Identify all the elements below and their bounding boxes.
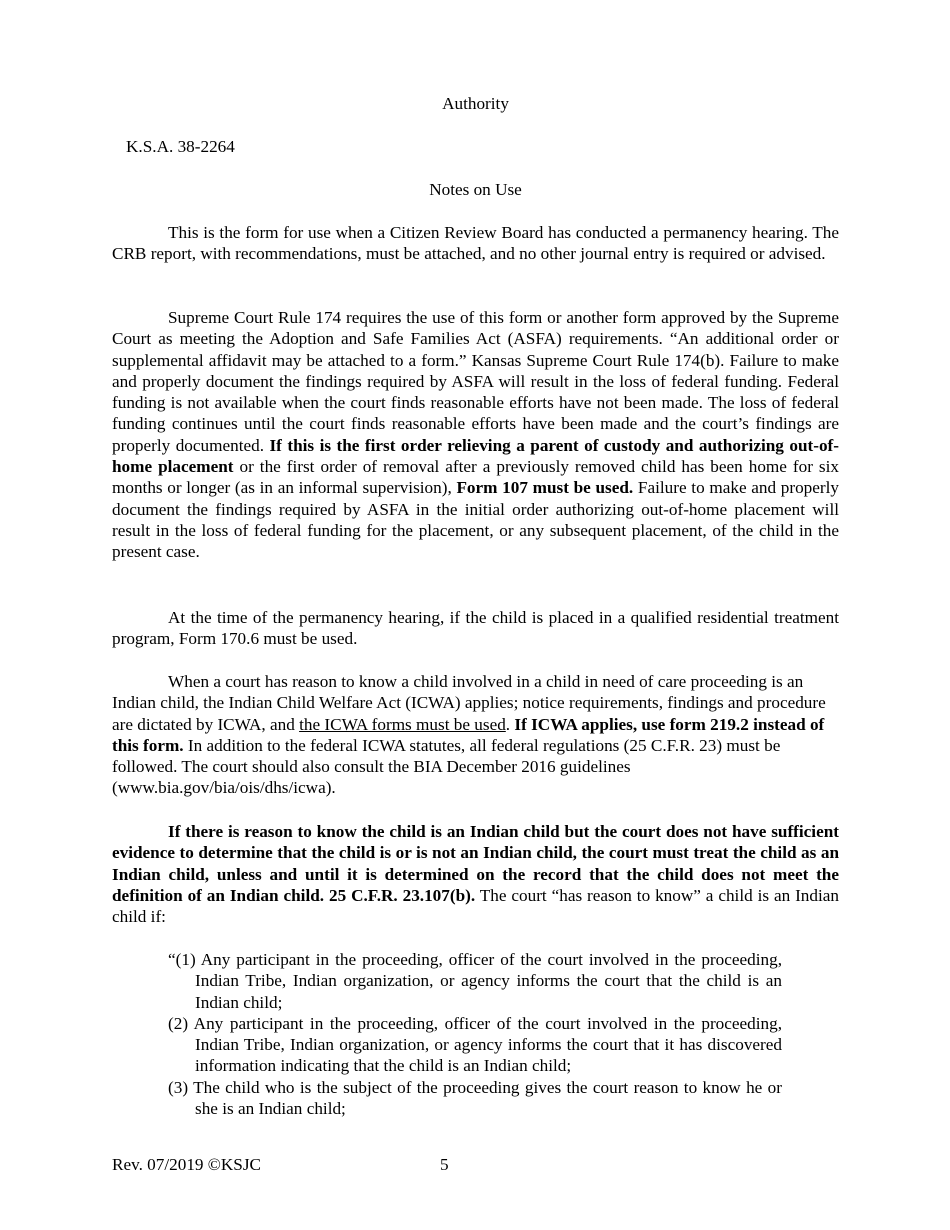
p4-text-a: When a court has reason to know a child involved in a child in need of care proceeding is an Indian child, the Indian Child Welfare Act (ICWA) applies; notice requirements, findings and procedure are dictated by ICWA, and — [112, 672, 826, 734]
list-item: (2) Any participant in the proceeding, officer of the court involved in the proceeding, Indian Tribe, Indian organization, or agency informs the court that it has discovered information indicating that the child is an Indian child; — [168, 1013, 782, 1076]
statute-citation: K.S.A. 38-2264 — [126, 137, 235, 156]
p5-bold-reason-to-know: If there is reason to know the child is an Indian child but the court does not have sufficient evidence to determine that the child is or is not an Indian child, the court must treat the child as an Indian child, unless and until it is determined on the record that the child does not meet the definition of an Indian child. 25 C.F.R. 23.107(b). — [112, 822, 839, 905]
reason-to-know-list — [168, 949, 782, 1119]
list-item: (3) The child who is the subject of the proceeding gives the court reason to know he or she is an Indian child; — [168, 1077, 782, 1119]
footer-revision: Rev. 07/2019 ©KSJC — [112, 1155, 261, 1174]
notes-on-use-heading: Notes on Use — [429, 180, 522, 199]
p2-text-a: Supreme Court Rule 174 requires the use of this form or another form approved by the Supreme Court as meeting the Adoption and Safe Families Act (ASFA) requirements. “An additional order or supplemental affidavit may be attached to a form.” Kansas Supreme Court Rule 174(b). Failure to make and properly document the findings required by ASFA will result in the loss of federal funding. Federal funding is not available when the court finds reasonable efforts have not been made. The loss of federal funding continues until the court finds reasonable efforts have been made and the court’s findings are properly documented. — [112, 308, 839, 455]
p4-text-e: In addition to the federal ICWA statutes, all federal regulations (25 C.F.R. 23) must be followed. The court should also consult the BIA December 2016 guidelines (www.bia.gov/bia/ois/dhs/icwa). — [112, 735, 781, 798]
authority-heading: Authority — [442, 94, 509, 113]
p2-text-c: or the first order of removal after a previously removed child has been home for six months or longer (as in an informal supervision), — [112, 457, 839, 498]
paragraph-crb-form: This is the form for use when a Citizen Review Board has conducted a permanency hearing. The CRB report, with recommendations, must be attached, and no other journal entry is required or advised. — [112, 223, 839, 264]
p2-text-e: Failure to make and properly document the findings required by ASFA in the initial order authorizing out-of-home placement will result in the loss of federal funding for the placement, or any subsequent placement, of the child in the present case. — [112, 478, 839, 562]
p4-underline-icwa-forms: the ICWA forms must be used — [299, 714, 506, 734]
paragraph-icwa — [112, 671, 839, 799]
p4-bold-form-219: If ICWA applies, use form 219.2 instead of this form. — [112, 714, 825, 755]
paragraph-reason-to-know — [112, 821, 839, 927]
paragraph-qrtp: At the time of the permanency hearing, if the child is placed in a qualified residential treatment program, Form 170.6 must be used. — [112, 608, 839, 649]
paragraph-supreme-court-rule — [112, 307, 839, 563]
p2-bold-form-107: Form 107 must be used. — [456, 478, 634, 498]
p2-bold-first-order: If this is the first order relieving a parent of custody and authorizing out-of-home placement — [112, 435, 839, 477]
p5-text-b: The court “has reason to know” a child is an Indian child if: — [112, 885, 839, 927]
p4-text-c: . — [505, 714, 515, 734]
footer-page-number: 5 — [440, 1155, 449, 1174]
list-item: “(1) Any participant in the proceeding, officer of the court involved in the proceeding, Indian Tribe, Indian organization, or agency informs the court that the child is an Indian child; — [168, 950, 782, 1012]
